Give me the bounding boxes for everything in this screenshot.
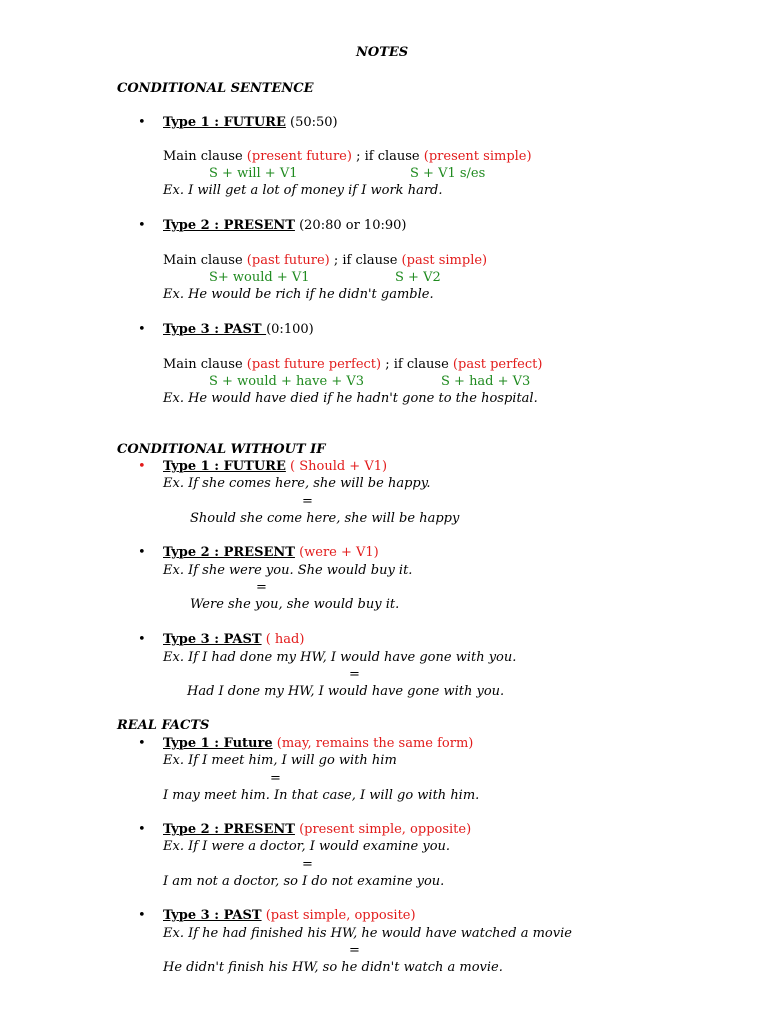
main-clause-tense: (past future)	[246, 253, 330, 268]
type-rule: (present simple, opposite)	[294, 822, 472, 837]
type-label: Type 2 : PRESENT	[163, 545, 295, 560]
rf-type1-title	[163, 736, 473, 752]
section-heading-without-if: CONDITIONAL WITHOUT IF	[117, 442, 326, 457]
woif-type3-title	[163, 632, 304, 648]
bullet-icon: •	[138, 908, 146, 923]
woif-type2-title	[163, 545, 379, 561]
if-clause-label: ; if clause	[351, 149, 424, 164]
bullet-icon: •	[138, 736, 146, 751]
type-rule: (were + V1)	[294, 545, 379, 560]
woif-type3-inverted: Had I done my HW, I would have gone with you.	[187, 684, 505, 699]
cond-type3-formula-main: S + would + have + V3	[209, 374, 365, 389]
section-heading-conditional: CONDITIONAL SENTENCE	[117, 81, 314, 96]
woif-type2-inverted: Were she you, she would buy it.	[190, 597, 400, 612]
if-clause-label: ; if clause	[329, 253, 402, 268]
cond-type3-title	[163, 322, 314, 338]
equals-sign: =	[256, 580, 267, 595]
type-rule: (may, remains the same form)	[272, 736, 474, 751]
cond-type3-formula-if: S + had + V3	[441, 374, 531, 389]
rf-type3-fact: He didn't finish his HW, so he didn't watch a movie.	[163, 960, 503, 975]
type-ratio: (0:100)	[266, 322, 314, 337]
equals-sign: =	[302, 857, 313, 872]
cond-type1-title	[163, 115, 338, 131]
cond-type2-title	[163, 218, 406, 234]
woif-type3-example: Ex. If I had done my HW, I would have gone with you.	[163, 650, 517, 665]
bullet-icon: •	[138, 545, 146, 560]
cond-type3-clause	[163, 357, 542, 373]
cond-type2-example: Ex. He would be rich if he didn't gamble.	[163, 287, 434, 302]
bullet-icon: •	[138, 322, 146, 337]
rf-type3-title	[163, 908, 416, 924]
woif-type2-example: Ex. If she were you. She would buy it.	[163, 563, 413, 578]
type-rule: ( had)	[261, 632, 305, 647]
cond-type2-formula-main: S+ would + V1	[209, 270, 310, 285]
woif-type1-title	[163, 459, 387, 475]
cond-type3-example: Ex. He would have died if he hadn't gone to the hospital.	[163, 391, 538, 406]
main-clause-label: Main clause	[163, 253, 247, 268]
if-clause-tense: (past perfect)	[452, 357, 543, 372]
woif-type1-inverted: Should she come here, she will be happy	[190, 511, 460, 526]
bullet-icon: •	[138, 822, 146, 837]
type-ratio: (20:80 or 10:90)	[299, 218, 407, 233]
equals-sign: =	[302, 494, 313, 509]
type-label: Type 3 : PAST	[163, 322, 267, 337]
main-clause-tense: (present future)	[246, 149, 352, 164]
main-clause-label: Main clause	[163, 357, 247, 372]
woif-type1-example: Ex. If she comes here, she will be happy.	[163, 476, 431, 491]
type-label: Type 3 : PAST	[163, 632, 262, 647]
type-label: Type 1 : Future	[163, 736, 273, 751]
type-label: Type 2 : PRESENT	[163, 218, 295, 233]
type-label: Type 1 : FUTURE	[163, 115, 286, 130]
if-clause-tense: (present simple)	[423, 149, 532, 164]
bullet-icon: •	[138, 459, 146, 474]
rf-type3-example: Ex. If he had finished his HW, he would have watched a movie	[163, 926, 572, 941]
cond-type1-formula-main: S + will + V1	[209, 166, 298, 181]
main-clause-label: Main clause	[163, 149, 247, 164]
cond-type1-formula-if: S + V1 s/es	[410, 166, 486, 181]
type-rule: ( Should + V1)	[285, 459, 388, 474]
equals-sign: =	[349, 667, 360, 682]
type-label: Type 2 : PRESENT	[163, 822, 295, 837]
type-label: Type 3 : PAST	[163, 908, 262, 923]
rf-type2-fact: I am not a doctor, so I do not examine you.	[163, 874, 445, 889]
cond-type2-formula-if: S + V2	[395, 270, 441, 285]
cond-type1-clause	[163, 149, 532, 165]
if-clause-tense: (past simple)	[401, 253, 488, 268]
rf-type2-title	[163, 822, 471, 838]
type-label: Type 1 : FUTURE	[163, 459, 286, 474]
page-title: NOTES	[356, 45, 409, 60]
cond-type1-example: Ex. I will get a lot of money if I work hard.	[163, 183, 443, 198]
equals-sign: =	[270, 771, 281, 786]
type-rule: (past simple, opposite)	[261, 908, 416, 923]
rf-type1-fact: I may meet him. In that case, I will go with him.	[163, 788, 480, 803]
type-ratio: (50:50)	[290, 115, 338, 130]
main-clause-tense: (past future perfect)	[246, 357, 382, 372]
bullet-icon: •	[138, 218, 146, 233]
rf-type2-example: Ex. If I were a doctor, I would examine you.	[163, 839, 451, 854]
section-heading-real-facts: REAL FACTS	[117, 718, 210, 733]
if-clause-label: ; if clause	[381, 357, 453, 372]
bullet-icon: •	[138, 115, 146, 130]
rf-type1-example: Ex. If I meet him, I will go with him	[163, 753, 397, 768]
equals-sign: =	[349, 943, 360, 958]
cond-type2-clause	[163, 253, 487, 269]
bullet-icon: •	[138, 632, 146, 647]
